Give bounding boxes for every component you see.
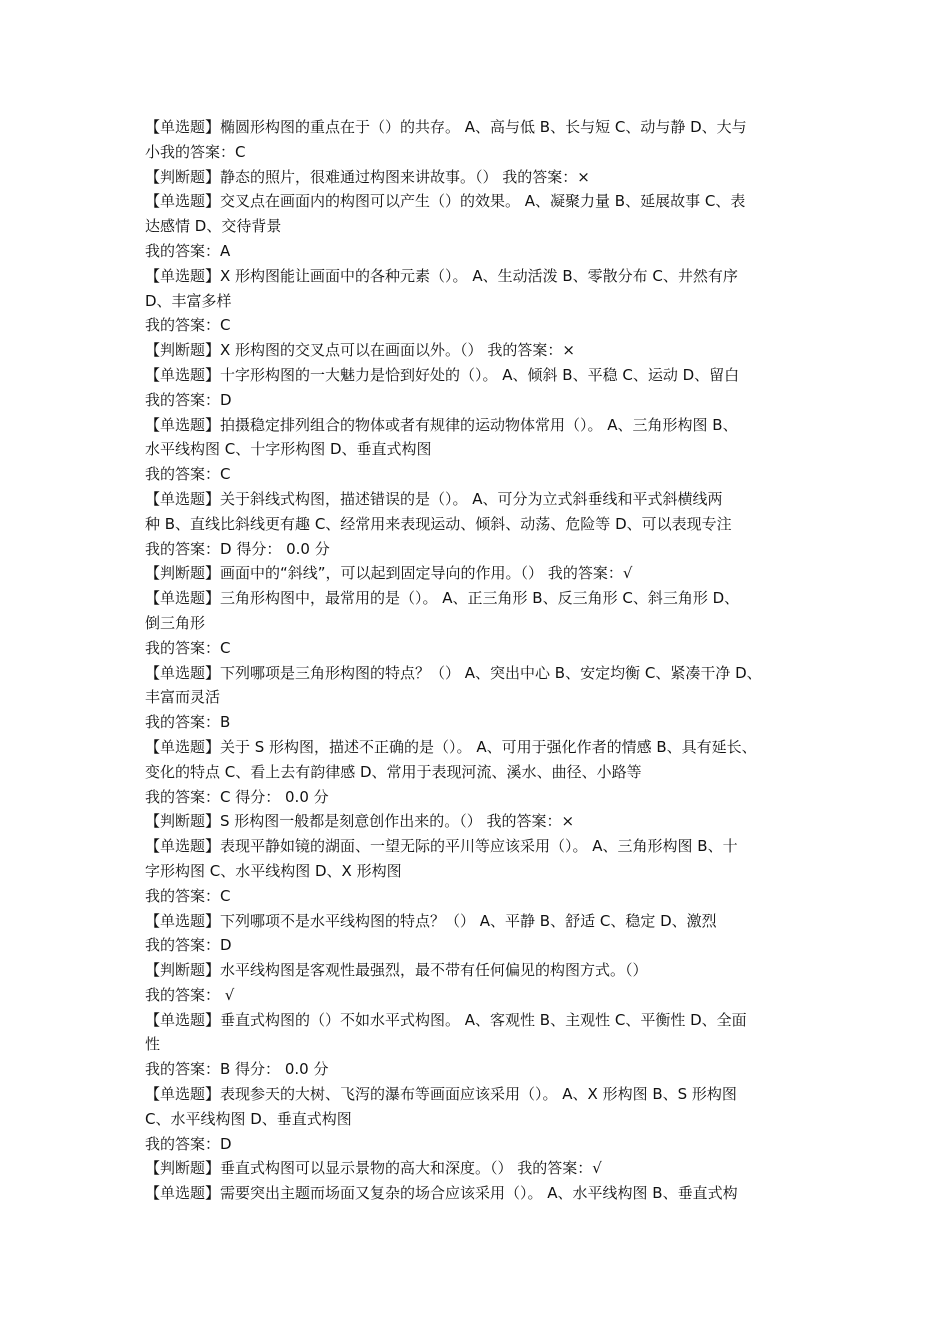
text-line: 我的答案：C 得分： 0.0 分: [145, 787, 329, 806]
text-line: 我的答案：D: [145, 936, 232, 955]
text-line: 【单选题】下列哪项不是水平线构图的特点？（） A、平静 B、舒适 C、稳定 D、激烈: [145, 911, 717, 930]
text-line: 我的答案：C: [145, 465, 231, 484]
text-line: 【单选题】垂直式构图的（）不如水平式构图。 A、客观性 B、主观性 C、平衡性 D、全面: [145, 1010, 747, 1029]
text-line: 【单选题】需要突出主题而场面又复杂的场合应该采用（）。 A、水平线构图 B、垂直式构: [145, 1184, 738, 1203]
text-line: 【单选题】交叉点在画面内的构图可以产生（）的效果。 A、凝聚力量 B、延展故事 C、表: [145, 192, 746, 211]
text-line: 种 B、直线比斜线更有趣 C、经常用来表现运动、倾斜、动荡、危险等 D、可以表现专注: [145, 514, 732, 533]
text-line: 我的答案：C: [145, 638, 231, 657]
text-line: 我的答案：B: [145, 713, 231, 732]
document-body: [145, 115, 815, 1206]
text-line: 我的答案：C: [145, 886, 231, 905]
text-line: D、丰富多样: [145, 291, 232, 310]
text-line: 性: [145, 1035, 161, 1054]
text-line: 【判断题】X 形构图的交叉点可以在画面以外。（） 我的答案：×: [145, 341, 575, 360]
text-line: 【单选题】表现平静如镜的湖面、一望无际的平川等应该采用（）。 A、三角形构图 B、十: [145, 837, 738, 856]
text-line: 我的答案： √: [145, 985, 235, 1004]
text-line: 水平线构图 C、十字形构图 D、垂直式构图: [145, 440, 432, 459]
text-line: 我的答案：A: [145, 241, 231, 260]
text-line: 【单选题】三角形构图中，最常用的是（）。 A、正三角形 B、反三角形 C、斜三角形 D、: [145, 589, 740, 608]
text-line: 【判断题】S 形构图一般都是刻意创作出来的。（） 我的答案：×: [145, 812, 575, 831]
text-line: 我的答案：C: [145, 316, 231, 335]
text-line: 小我的答案：C: [145, 142, 246, 161]
text-line: 我的答案：B 得分： 0.0 分: [145, 1060, 329, 1079]
text-line: 字形构图 C、水平线构图 D、X 形构图: [145, 861, 402, 880]
text-line: 丰富而灵活: [145, 688, 221, 707]
text-line: 【单选题】十字形构图的一大魅力是恰到好处的（）。 A、倾斜 B、平稳 C、运动 D、留白: [145, 365, 740, 384]
text-line: 【判断题】水平线构图是客观性最强烈，最不带有任何偏见的构图方式。（）: [145, 961, 648, 980]
text-line: 【单选题】椭圆形构图的重点在于（）的共存。 A、高与低 B、长与短 C、动与静 D、大与: [145, 118, 747, 136]
text-line: 【判断题】垂直式构图可以显示景物的高大和深度。（） 我的答案：√: [145, 1159, 602, 1178]
text-line: 【单选题】表现参天的大树、飞泻的瀑布等画面应该采用（）。 A、X 形构图 B、S 形构图: [145, 1085, 737, 1104]
text-line: 【单选题】关于斜线式构图，描述错误的是（）。 A、可分为立式斜垂线和平式斜横线两: [145, 489, 723, 508]
text-line: 我的答案：D: [145, 390, 232, 409]
text-line: 【单选题】关于 S 形构图，描述不正确的是（）。 A、可用于强化作者的情感 B、具有延长、: [145, 737, 757, 756]
text-line: 变化的特点 C、看上去有韵律感 D、常用于表现河流、溪水、曲径、小路等: [145, 762, 642, 781]
text-line: 达感情 D、交待背景: [145, 217, 282, 236]
text-line: 【单选题】X 形构图能让画面中的各种元素（）。 A、生动活泼 B、零散分布 C、井然有序: [145, 266, 738, 285]
text-line: 【判断题】静态的照片，很难通过构图来讲故事。（） 我的答案：×: [145, 167, 590, 186]
text-line: C、水平线构图 D、垂直式构图: [145, 1109, 352, 1128]
text-line: 【单选题】下列哪项是三角形构图的特点？（） A、突出中心 B、安定均衡 C、紧凑干净 D、: [145, 663, 762, 682]
text-line: 【判断题】画面中的“斜线”，可以起到固定导向的作用。（） 我的答案：√: [145, 564, 633, 583]
text-line: 我的答案：D: [145, 1134, 232, 1153]
text-line: 我的答案：D 得分： 0.0 分: [145, 539, 330, 558]
text-line: 【单选题】拍摄稳定排列组合的物体或者有规律的运动物体常用（）。 A、三角形构图 B、: [145, 415, 738, 434]
text-line: 倒三角形: [145, 613, 206, 632]
